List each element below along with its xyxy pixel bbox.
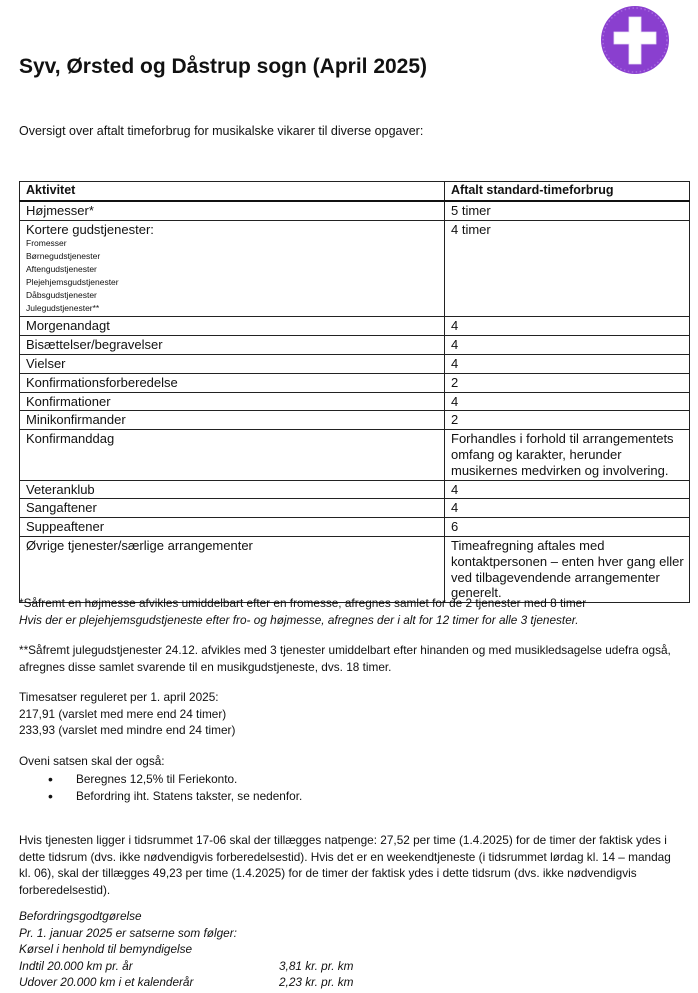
time-cell: 5 timer — [445, 201, 690, 220]
transport-subtitle: Kørsel i henhold til bemyndigelse — [19, 942, 193, 956]
sub-activity: Aftengudstjenester — [26, 264, 97, 275]
transport-date: Pr. 1. januar 2025 er satserne som følger: — [19, 925, 237, 940]
activity-label: Kortere gudstjenester: — [26, 221, 154, 237]
time-cell: 6 — [445, 518, 690, 537]
extra-title: Oveni satsen skal der også: — [19, 753, 165, 768]
note-jul: **Såfremt julegudstjenester 24.12. afvikles med 3 tjenester umiddelbart efter hinanden og med musikledsagelse udefra også, afregnes disse samlet svarende til en musikgudstjeneste, dvs. 18 timer. — [19, 643, 671, 674]
table-row — [20, 220, 690, 317]
activity-cell: Sangaftener — [20, 499, 445, 518]
transport-title: Befordringsgodtgørelse — [19, 909, 142, 923]
sub-activity: Plejehjemsgudstjenester — [26, 277, 119, 288]
activity-cell: Veteranklub — [20, 480, 445, 499]
note-hojmesse: *Såfremt en højmesse afvikles umiddelbart efter en fromesse, afregnes samlet for de 2 tjenester med 8 timer — [19, 596, 587, 610]
transport-rate-row — [19, 974, 684, 991]
transport-rate-value: 3,81 kr. pr. km — [279, 958, 354, 973]
list-item: • Befordring iht. Statens takster, se nedenfor. — [48, 788, 684, 805]
activity-cell — [20, 220, 445, 317]
transport-rate-label: Udover 20.000 km i et kalenderår — [19, 975, 194, 989]
sub-activity: Julegudstjenester** — [26, 303, 100, 314]
activity-cell: Øvrige tjenester/særlige arrangementer — [20, 536, 445, 602]
activity-cell: Morgenandagt — [20, 317, 445, 336]
time-cell: 4 — [445, 480, 690, 499]
activity-cell: Højmesser* — [20, 201, 445, 220]
extra-list — [48, 771, 684, 804]
rate-line: 233,93 (varslet med mindre end 24 timer) — [19, 723, 236, 737]
time-cell: Forhandles i forhold til arrangementets omfang og karakter, herunder musikernes medvirken og involvering. — [445, 430, 690, 480]
table-row — [20, 317, 690, 336]
cross-logo-icon — [601, 6, 669, 74]
transport-rate-row — [19, 958, 684, 975]
time-cell: 4 — [445, 317, 690, 336]
table-row — [20, 336, 690, 355]
rates-title: Timesatser reguleret per 1. april 2025: — [19, 690, 219, 704]
note-plejehjem: Hvis der er plejehjemsgudstjeneste efter fro- og højmesse, afregnes der i alt for 12 timer for alle 3 tjenester. — [19, 612, 579, 627]
time-cell: Timeafregning aftales med kontaktpersonen – enten hver gang eller ved tilbagevendende arrangementer generelt. — [445, 536, 690, 602]
activity-cell: Konfirmationsforberedelse — [20, 373, 445, 392]
table-row — [20, 354, 690, 373]
time-cell: 2 — [445, 411, 690, 430]
activity-table — [19, 181, 690, 603]
activity-cell: Bisættelser/begravelser — [20, 336, 445, 355]
table-row — [20, 411, 690, 430]
column-header-time: Aftalt standard-timeforbrug — [445, 182, 690, 201]
activity-cell: Minikonfirmander — [20, 411, 445, 430]
sub-activity: Fromesser — [26, 238, 67, 249]
transport-rate-label: Indtil 20.000 km pr. år — [19, 958, 133, 973]
table-row — [20, 430, 690, 480]
notes-section — [19, 595, 684, 991]
time-cell: 4 timer — [445, 220, 690, 317]
table-row — [20, 499, 690, 518]
activity-cell: Suppeaftener — [20, 518, 445, 537]
table-row — [20, 480, 690, 499]
intro-text: Oversigt over aftalt timeforbrug for musikalske vikarer til diverse opgaver: — [19, 124, 424, 138]
time-cell: 4 — [445, 354, 690, 373]
activity-cell: Vielser — [20, 354, 445, 373]
table-row — [20, 518, 690, 537]
sub-activity: Børnegudstjenester — [26, 251, 101, 262]
table-header-row — [20, 182, 690, 201]
time-cell: 2 — [445, 373, 690, 392]
list-item: • Beregnes 12,5% til Feriekonto. — [48, 771, 684, 788]
table-row — [20, 392, 690, 411]
table-row — [20, 201, 690, 220]
table-row — [20, 536, 690, 602]
time-cell: 4 — [445, 336, 690, 355]
night-allowance-text: Hvis tjenesten ligger i tidsrummet 17-06 skal der tillægges natpenge: 27,52 per time (1.4.2025) for de timer der faktisk ydes i dette tidsrum (dvs. ikke nødvendigvis forberedelsestid). Hvis det er en weekendtjeneste (i tidsrummet lørdag kl. 14 – mandag kl. 06), skal der tillægges 49,23 per time (1.4.2025) for de timer der faktisk ydes i dette tidsrum (dvs. ikke nødvendigvis forberedelsestid). — [19, 833, 671, 897]
activity-cell: Konfirmanddag — [20, 430, 445, 480]
page-title: Syv, Ørsted og Dåstrup sogn (April 2025) — [19, 55, 428, 78]
time-cell: 4 — [445, 392, 690, 411]
sub-activity: Dåbsgudstjenester — [26, 290, 97, 301]
activity-cell: Konfirmationer — [20, 392, 445, 411]
rate-line: 217,91 (varslet med mere end 24 timer) — [19, 706, 227, 721]
time-cell: 4 — [445, 499, 690, 518]
column-header-activity: Aktivitet — [20, 182, 445, 201]
transport-rate-value: 2,23 kr. pr. km — [279, 975, 354, 989]
table-row — [20, 373, 690, 392]
